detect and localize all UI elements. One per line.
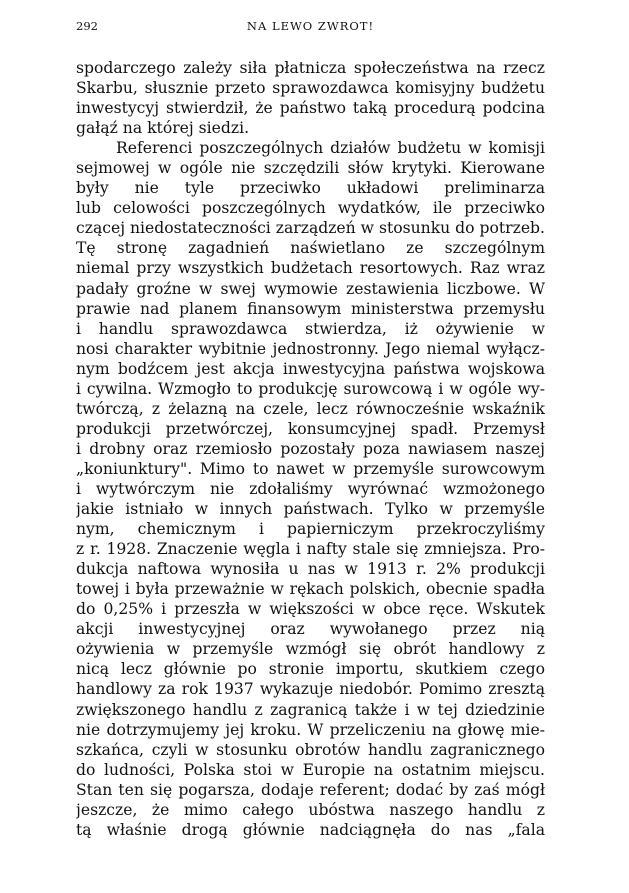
text-line: niemal przy wszystkich budżetach resortowych. Raz wraz — [76, 259, 545, 278]
text-line: dukcja naftowa wynosiła u nas w 1913 r. 2% produkcji — [76, 560, 545, 579]
text-line: Referenci poszczególnych działów budżetu w komisji — [116, 139, 545, 158]
text-line: nym bodźcem jest akcja inwestycyjna państwa wojskowa — [76, 359, 545, 378]
text-line: sejmowej w ogóle nie szczędzili słów krytyki. Kierowane — [76, 159, 545, 178]
text-line: jakie istniało w innych państwach. Tylko w przemyśle — [76, 500, 545, 519]
page-number: 292 — [76, 19, 98, 33]
text-line: nosi charakter wybitnie jednostronny. Jego niemal wyłącz- — [76, 339, 545, 358]
text-line: lub celowości poszczególnych wydatków, ile przeciwko — [76, 199, 545, 218]
text-line: z r. 1928. Znaczenie węgla i nafty stale się zmniejsza. Pro- — [76, 540, 545, 559]
text-line: handlowy za rok 1937 wykazuje niedobór. Pomimo zresztą — [76, 680, 545, 699]
text-line: jeszcze, że mimo całego ubóstwa naszego handlu z — [76, 800, 545, 819]
text-line: Stan ten się pogarsza, dodaje referent; dodać by zaś mógł — [76, 780, 545, 799]
text-line: inwestycyj stwierdził, że państwo taką procedurą podcina — [76, 99, 545, 118]
body-text — [76, 58, 545, 840]
text-line: prawie nad planem finansowym ministerstwa przemysłu — [76, 299, 545, 318]
text-line: i cywilna. Wzmogło to produkcję surowcową i w ogóle wy- — [76, 379, 545, 398]
page-header — [76, 19, 545, 35]
text-line: nym, chemicznym i papierniczym przekroczyliśmy — [76, 520, 545, 539]
text-line: „koniunktury". Mimo to nawet w przemyśle surowcowym — [76, 459, 545, 478]
text-line: ożywienia w przemyśle wzmógł się obrót handlowy z — [76, 640, 545, 659]
text-line: produkcji przetwórczej, konsumcyjnej spadł. Przemysł — [76, 419, 545, 438]
text-line: towej i była przeważnie w rękach polskich, obecnie spadła — [76, 580, 545, 599]
text-line: czącej niedostateczności zarządzeń w stosunku do potrzeb. — [76, 219, 545, 238]
text-line: twórczą, z żelazną na czele, lecz równocześnie wskaźnik — [76, 399, 545, 418]
text-line: padały groźne w swej wymowie zestawienia liczbowe. W — [76, 279, 545, 298]
text-line: spodarczego zależy siła płatnicza społeczeństwa na rzecz — [76, 59, 545, 77]
running-title: NA LEWO ZWROT! — [246, 19, 375, 33]
text-line: szkańca, czyli w stosunku obrotów handlu zagranicznego — [76, 740, 545, 759]
text-line: nie dotrzymujemy jej kroku. W przeliczeniu na głowę mie- — [76, 720, 545, 739]
text-line: i handlu sprawozdawca stwierdza, iż ożywienie w — [76, 319, 545, 338]
text-line: Tę stronę zagadnień naświetlano ze szczególnym — [76, 239, 545, 258]
text-line: zwiększonego handlu z zagranicą także i w tej dziedzinie — [76, 700, 545, 719]
text-line: i wytwórczym nie zdołaliśmy wyrównać wzmożonego — [76, 479, 545, 498]
text-line: były nie tyle przeciwko układowi preliminarza — [76, 179, 545, 198]
text-line: gałąź na której siedzi. — [76, 119, 250, 138]
text-line: akcji inwestycyjnej oraz wywołanego przez nią — [76, 620, 545, 639]
text-line: nicą lecz głównie po stronie importu, skutkiem czego — [76, 660, 545, 679]
text-line: tą właśnie drogą głównie nadciągnęła do nas „fala — [76, 820, 545, 839]
text-line: do 0,25% i przeszła w większości w obce ręce. Wskutek — [76, 600, 545, 619]
text-line: Skarbu, słusznie przeto sprawozdawca komisyjny budżetu — [76, 79, 545, 98]
text-line: i drobny oraz rzemiosło pozostały poza nawiasem naszej — [76, 439, 545, 458]
text-line: do ludności, Polska stoi w Europie na ostatnim miejscu. — [76, 760, 545, 779]
